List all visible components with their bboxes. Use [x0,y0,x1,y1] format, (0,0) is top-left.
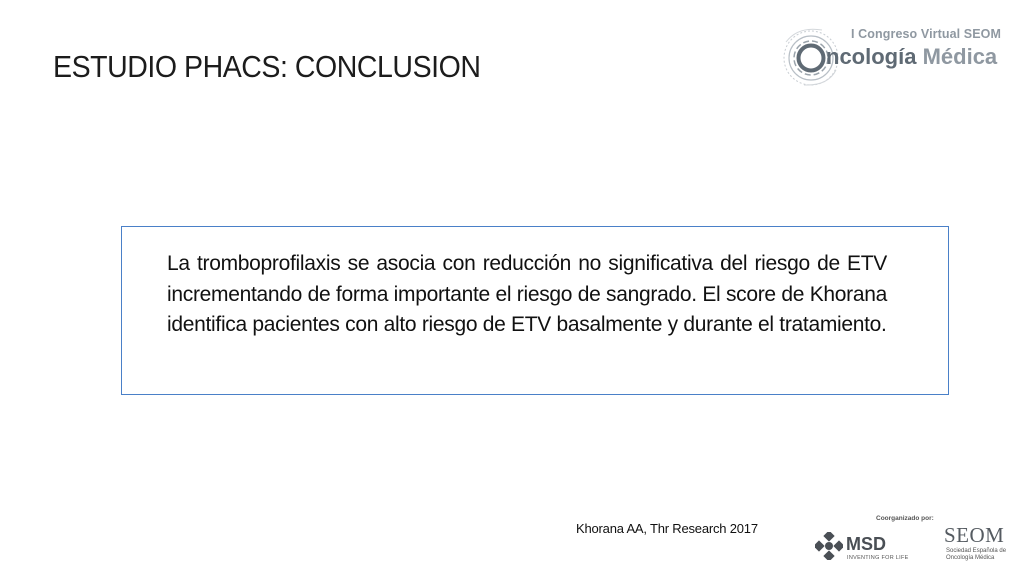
conclusion-box [121,226,949,395]
logo-word-oncologia: ncología [826,44,917,69]
coorganized-label: Coorganizado por: [876,515,934,522]
reference-citation: Khorana AA, Thr Research 2017 [576,521,758,536]
msd-mark-icon [815,532,843,560]
seom-name: SEOM [944,523,1005,547]
msd-name: MSD [846,534,886,554]
msd-logo [815,531,935,565]
oncologia-medica-wordmark [826,44,997,70]
logo-word-medica: Médica [922,44,998,69]
seom-subtitle: Sociedad Española de Oncología Médica [946,548,1007,561]
congreso-oncologia-medica-logo [778,22,1010,88]
congreso-label: I Congreso Virtual SEOM [851,27,1002,41]
conclusion-text: La tromboprofilaxis se asocia con reducción no significativa del riesgo de ETV incrementando de forma importante el riesgo de sangrado. El score de Khorana identifica pacientes con alto riesgo de ETV basalmente y durante el tratamiento. [167,252,887,336]
slide-title: ESTUDIO PHACS: CONCLUSION [53,49,481,84]
msd-tagline: INVENTING FOR LIFE [847,555,909,561]
seom-logo [944,523,1020,573]
